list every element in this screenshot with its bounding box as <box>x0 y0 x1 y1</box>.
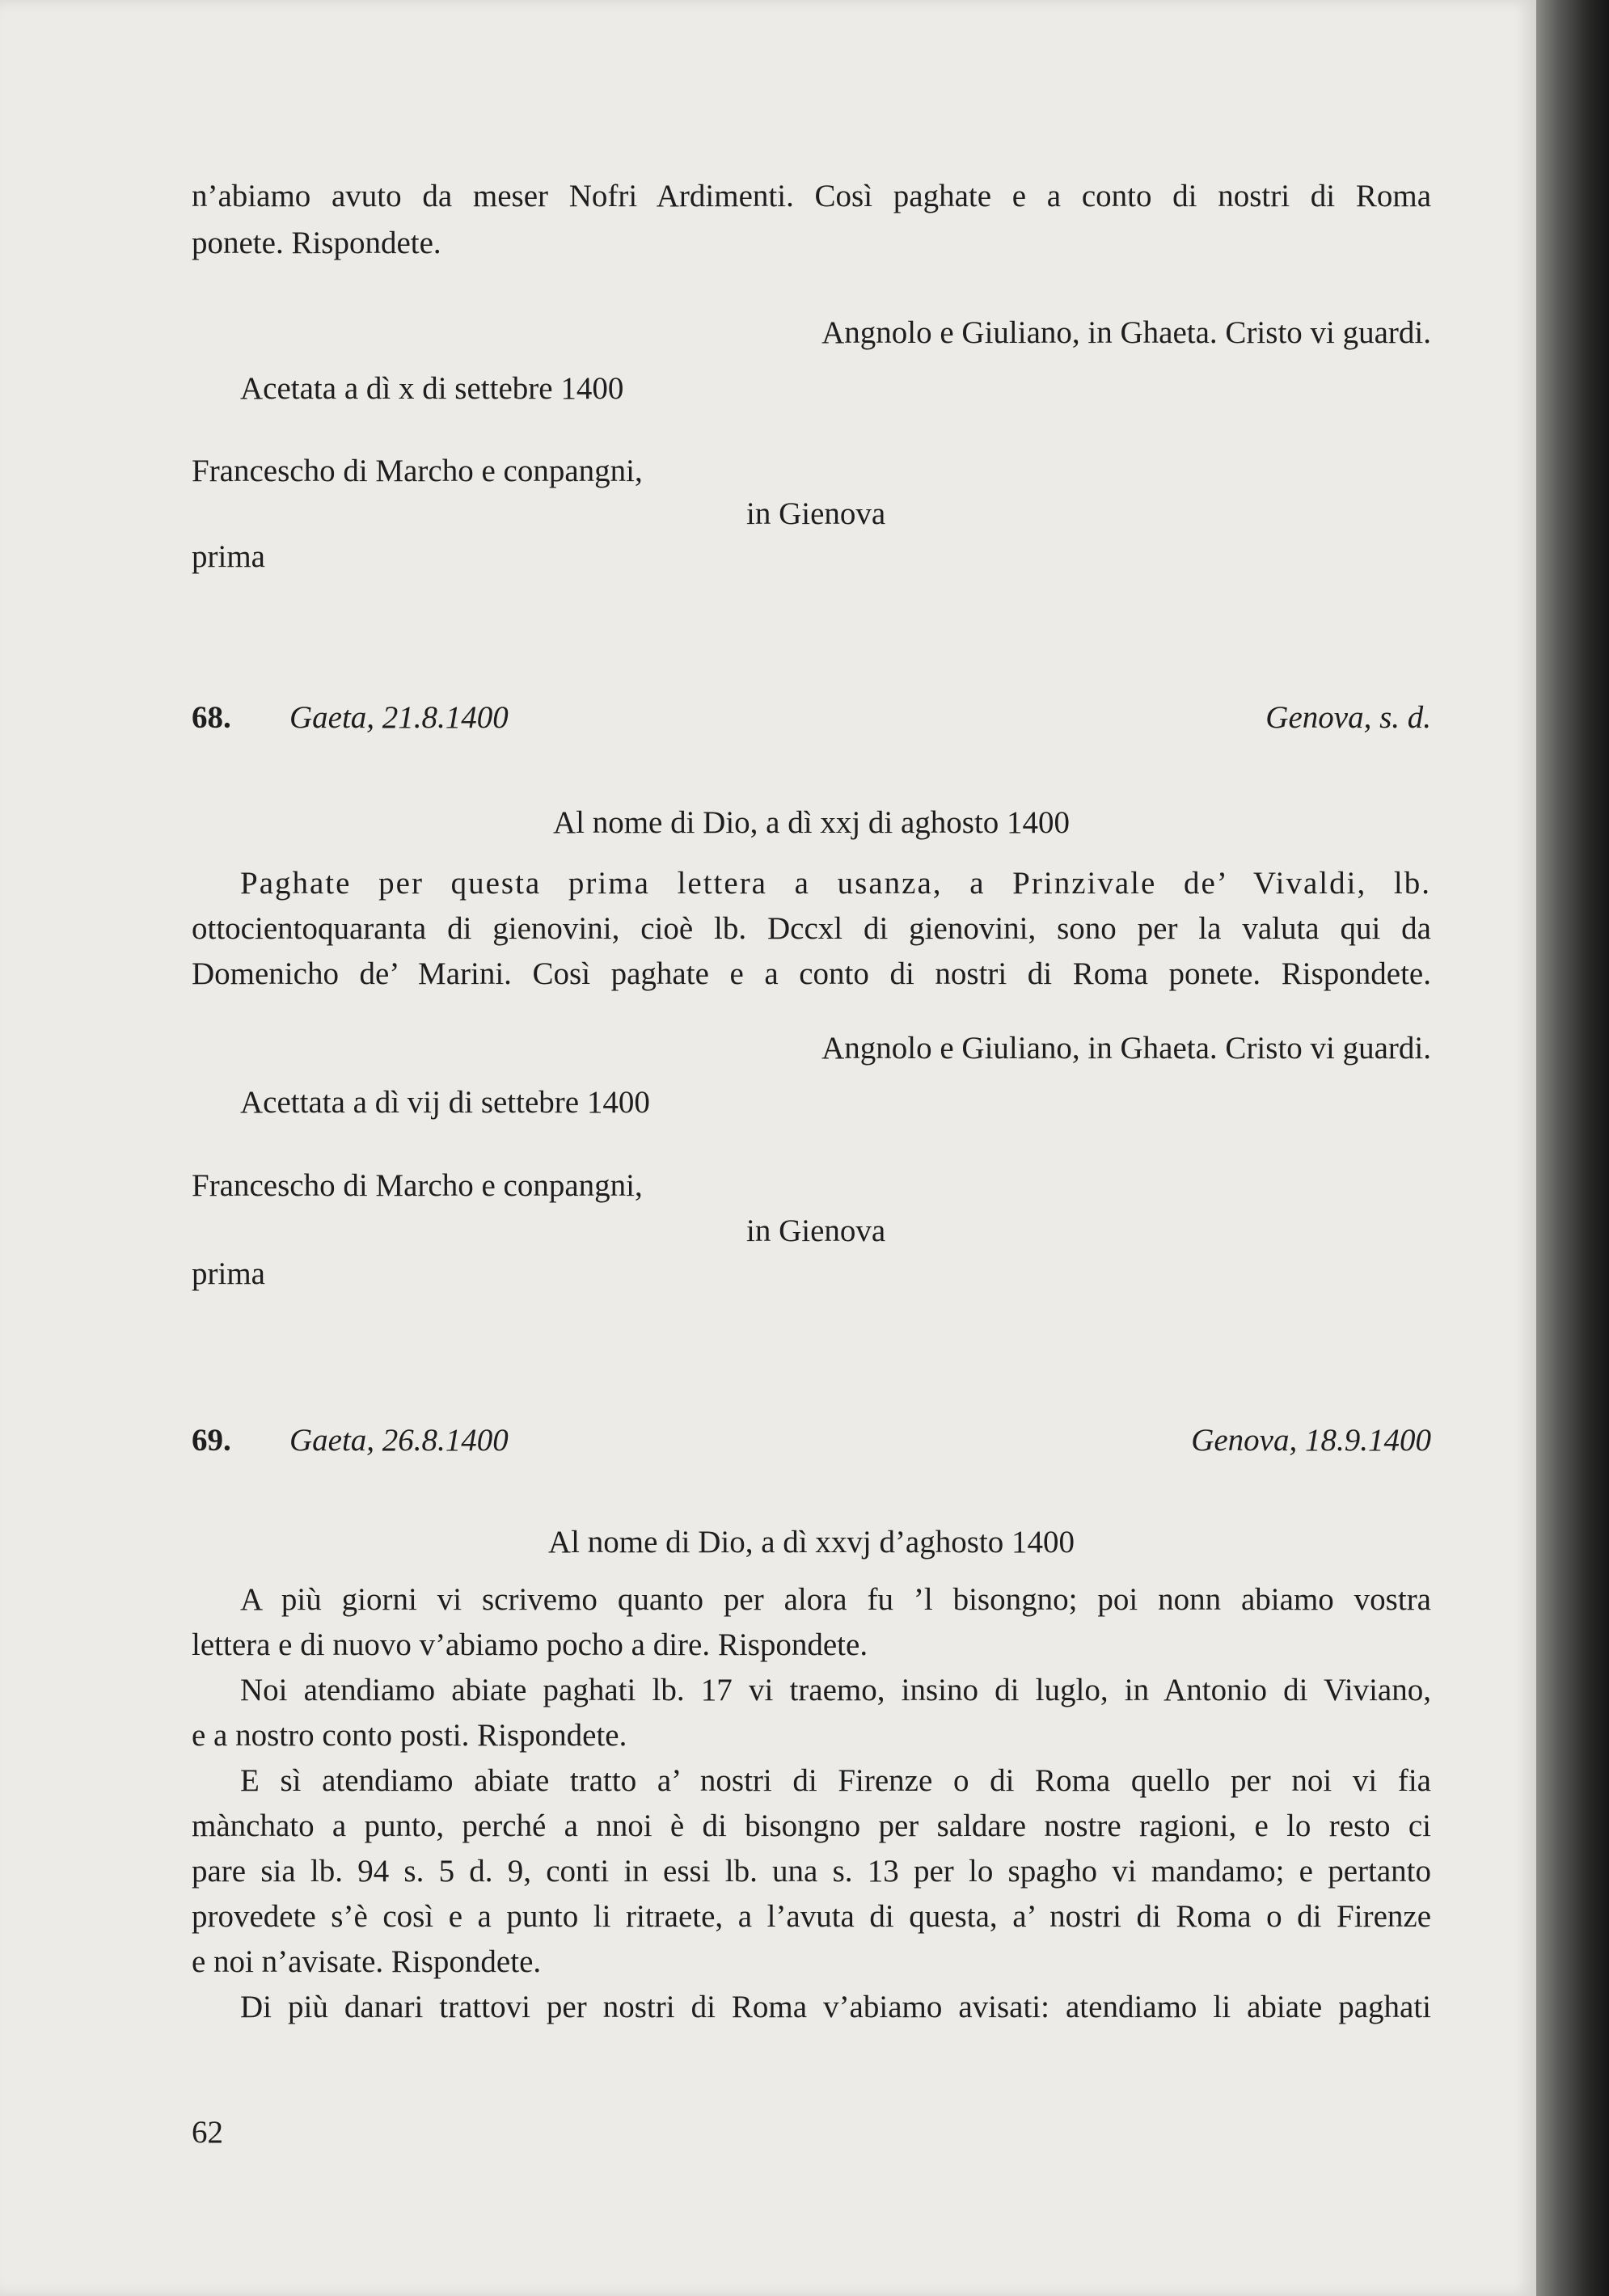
addressee: Francescho di Marcho e conpangni, <box>192 454 643 488</box>
letter-signature: Angnolo e Giuliano, in Ghaeta. Cristo vi guardi. <box>821 1031 1431 1066</box>
letter-heading: Al nome di Dio, a dì xxj di aghosto 1400 <box>552 805 1071 840</box>
body-line: pare sia lb. 94 s. 5 d. 9, conti in essi lb. una s. 13 per lo spagho vi mandamo; e pertanto <box>192 1854 1431 1889</box>
letter-number: 69. <box>192 1423 231 1458</box>
body-line: Paghate per questa prima lettera a usanza, a Prinzivale de’ Vivaldi, lb. <box>240 866 1431 901</box>
letter-destination: Genova, s. d. <box>1265 700 1431 735</box>
body-line: e noi n’avisate. Rispondete. <box>192 1944 542 1979</box>
letter-destination: Genova, 18.9.1400 <box>1191 1423 1431 1458</box>
body-line: Noi atendiamo abiate paghati lb. 17 vi traemo, insino di luglo, in Antonio di Viviano, <box>240 1673 1431 1707</box>
body-line: ponete. Rispondete. <box>192 226 441 260</box>
book-page-edge <box>1536 0 1609 2296</box>
letter-heading: Al nome di Dio, a dì xxvj d’aghosto 1400 <box>547 1525 1075 1560</box>
letter-origin: Gaeta, 21.8.1400 <box>289 700 509 735</box>
body-line: A più giorni vi scrivemo quanto per alora fu ’l bisongno; poi nonn abiamo vostra <box>240 1582 1431 1617</box>
body-line: ottocientoquaranta di gienovini, cioè lb. Dccxl di gienovini, sono per la valuta qui da <box>192 911 1431 946</box>
addressee-place: in Gienova <box>746 1213 886 1248</box>
copy-label: prima <box>192 539 265 574</box>
letter-origin: Gaeta, 26.8.1400 <box>289 1423 509 1458</box>
addressee-place: in Gienova <box>746 496 886 531</box>
addressee: Francescho di Marcho e conpangni, <box>192 1168 643 1203</box>
letter-signature: Angnolo e Giuliano, in Ghaeta. Cristo vi guardi. <box>821 315 1431 350</box>
copy-label: prima <box>192 1256 265 1291</box>
body-line: n’abiamo avuto da meser Nofri Ardimenti. Così paghate e a conto di nostri di Roma <box>192 179 1431 213</box>
body-line: provedete s’è così e a punto li ritraete, a l’avuta di questa, a’ nostri di Roma o di Firenze <box>192 1899 1431 1934</box>
acceptance-note: Acettata a dì vij di settebre 1400 <box>240 1085 650 1120</box>
acceptance-note: Acetata a dì x di settebre 1400 <box>240 371 624 406</box>
body-line: lettera e di nuovo v’abiamo pocho a dire. Rispondete. <box>192 1627 868 1662</box>
page-number: 62 <box>192 2115 223 2150</box>
letter-number: 68. <box>192 700 231 735</box>
body-line: Di più danari trattovi per nostri di Roma v’abiamo avisati: atendiamo li abiate paghati <box>240 1990 1431 2024</box>
body-line: e a nostro conto posti. Rispondete. <box>192 1718 627 1753</box>
body-line: Domenicho de’ Marini. Così paghate e a conto di nostri di Roma ponete. Rispondete. <box>192 956 1431 991</box>
body-line: E sì atendiamo abiate tratto a’ nostri di Firenze o di Roma quello per noi vi fia <box>240 1763 1431 1798</box>
body-line: mànchato a punto, perché a nnoi è di bisongno per saldare nostre ragioni, e lo resto ci <box>192 1809 1431 1843</box>
